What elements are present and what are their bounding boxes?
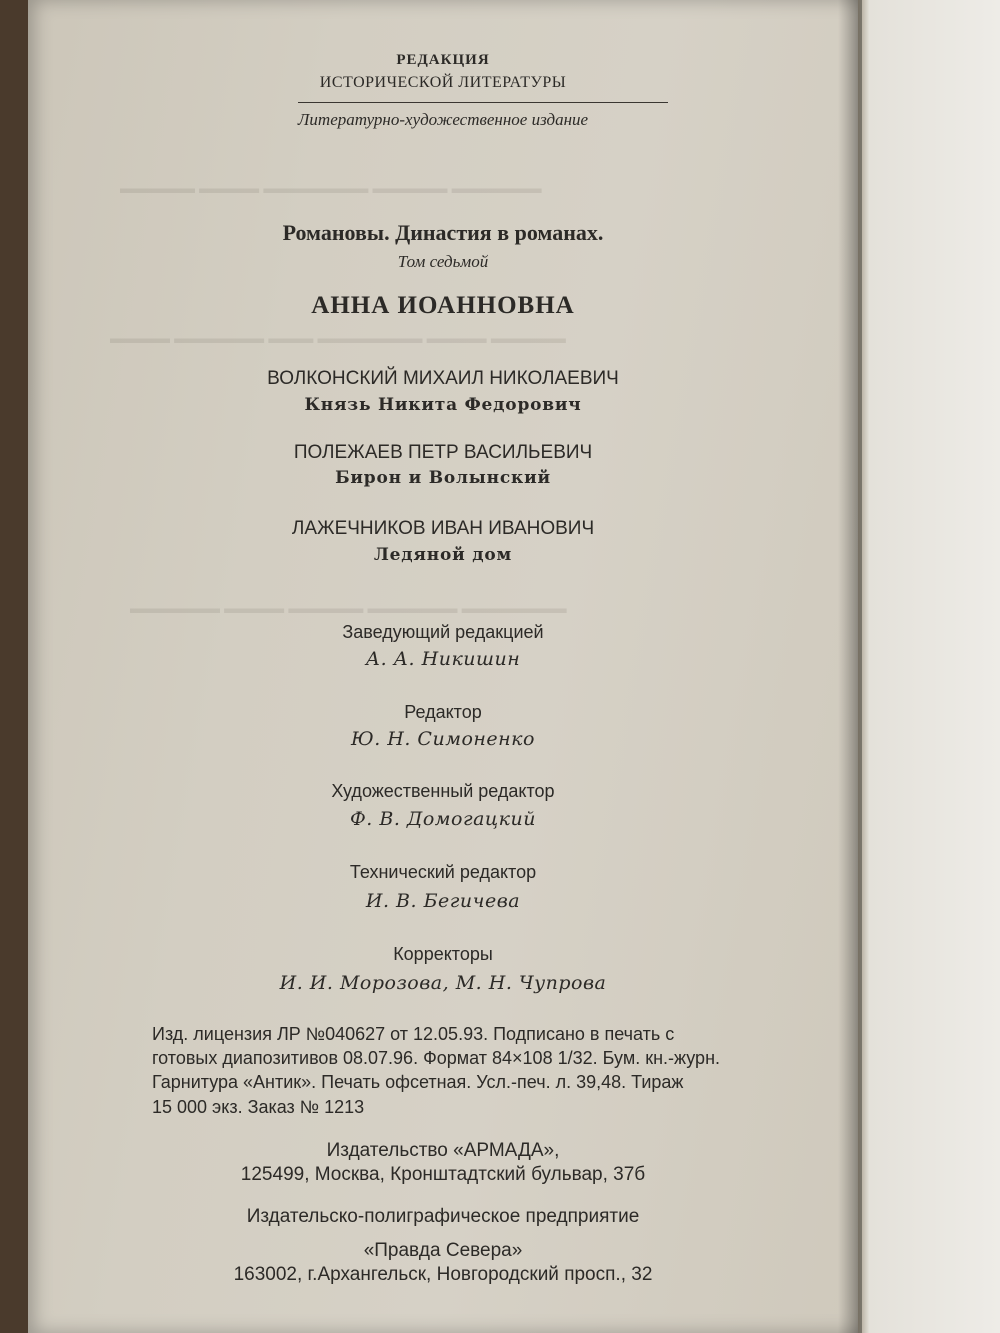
publisher-address: 125499, Москва, Кронштадтский бульвар, 37б (240, 1164, 646, 1185)
volume-number: Том седьмой (397, 252, 489, 271)
work-author: ПОЛЕЖАЕВ ПЕТР ВАСИЛЬЕВИЧ (293, 442, 593, 463)
work-author: ВОЛКОНСКИЙ МИХАИЛ НИКОЛАЕВИЧ (267, 368, 619, 389)
work-author: ЛАЖЕЧНИКОВ ИВАН ИВАНОВИЧ (291, 518, 595, 539)
credit-name: И. В. Бегичева (365, 890, 521, 912)
printer-name: «Правда Севера» (363, 1240, 523, 1261)
credit-name: Ф. В. Домогацкий (350, 808, 536, 830)
bleed-through: ▬▬▬▬▬ ▬▬▬▬ ▬▬▬▬▬▬▬ ▬▬▬▬▬ ▬▬▬▬▬▬ (120, 180, 542, 197)
credit-name: А. А. Никишин (365, 648, 521, 670)
edition-type: Литературно-художественное издание (297, 110, 589, 129)
bleed-through: ▬▬▬▬▬▬ ▬▬▬▬ ▬▬▬▬▬ ▬▬▬▬▬▬ ▬▬▬▬▬▬▬ (130, 600, 567, 617)
editorial-header: РЕДАКЦИЯ (396, 52, 490, 68)
publisher-name: Издательство «АРМАДА», (326, 1140, 560, 1161)
imprint-line: Изд. лицензия ЛР №040627 от 12.05.93. Подписано в печать с (152, 1024, 675, 1044)
credit-name: Ю. Н. Симоненко (351, 728, 535, 750)
work-title: Князь Никита Федорович (304, 395, 582, 415)
printer-address: 163002, г.Архангельск, Новгородский просп., 32 (233, 1264, 653, 1285)
printer-label: Издательско-полиграфическое предприятие (246, 1206, 640, 1227)
editorial-header-sub: ИСТОРИЧЕСКОЙ ЛИТЕРАТУРЫ (319, 74, 567, 91)
credit-role: Художественный редактор (331, 781, 555, 801)
work-title: Ледяной дом (373, 545, 513, 565)
facing-page (858, 0, 1000, 1333)
imprint-line: Гарнитура «Антик». Печать офсетная. Усл.-печ. л. 39,48. Тираж (152, 1072, 684, 1092)
imprint-line: готовых диапозитивов 08.07.96. Формат 84×108 1/32. Бум. кн.-журн. (152, 1048, 721, 1068)
book-title: АННА ИОАННОВНА (311, 292, 575, 319)
credit-name: И. И. Морозова, М. Н. Чупрова (279, 972, 607, 994)
header-divider (298, 102, 668, 103)
credit-role: Технический редактор (349, 862, 537, 882)
credit-role: Заведующий редакцией (342, 622, 544, 642)
credit-role: Корректоры (393, 944, 493, 964)
work-title: Бирон и Волынский (335, 468, 551, 488)
series-title: Романовы. Династия в романах. (282, 220, 604, 245)
bleed-through: ▬▬▬▬ ▬▬▬▬▬▬ ▬▬▬ ▬▬▬▬▬▬▬ ▬▬▬▬ ▬▬▬▬▬ (110, 330, 566, 347)
credit-role: Редактор (404, 702, 482, 722)
imprint-line: 15 000 экз. Заказ № 1213 (152, 1097, 365, 1117)
